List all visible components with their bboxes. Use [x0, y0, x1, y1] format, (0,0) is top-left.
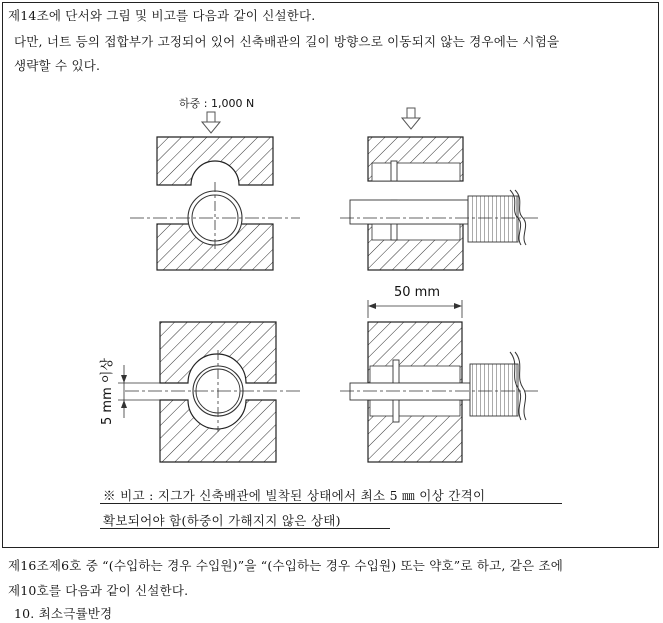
load-label: 하중 : 1,000 N [179, 97, 255, 110]
text-after-3: 10. 최소극률반경 [14, 606, 113, 621]
note-underline-1 [100, 503, 562, 504]
note-underline-2 [100, 528, 390, 529]
text-after-1: 제16조제6호 중 “(수입하는 경우 수입원)”을 “(수입하는 경우 수입원) 또는 약호”로 하고, 같은 조에 [8, 558, 564, 573]
note-line-1: ※ 비고 : 지그가 신축배관에 빌착된 상태에서 최소 5 ㎜ 이상 간격이 [103, 488, 486, 503]
note-line-2: 확보되어야 함(하중이 가해지지 않은 상태) [103, 513, 341, 528]
text-after-2: 제10호를 다음과 같이 신설한다. [8, 583, 189, 598]
text-line-3: 생략할 수 있다. [14, 58, 101, 73]
load-arrow-icon [202, 112, 220, 133]
top-left-jig [130, 96, 300, 270]
dimension-50mm [368, 285, 462, 318]
bottom-left-jig [99, 322, 300, 462]
dimension-50-label: 50 mm [394, 285, 441, 300]
bottom-right-jig [340, 322, 540, 462]
text-line-1: 제14조에 단서와 그림 및 비고를 다음과 같이 신설한다. [8, 8, 316, 23]
load-arrow-icon-2 [402, 108, 420, 129]
dimension-5mm-label: 5 mm 이상 [100, 358, 115, 425]
text-line-2: 다만, 너트 등의 접합부가 고정되어 있어 신축배관의 길이 방향으로 이동되지 않는 경우에는 시험을 [14, 34, 560, 49]
top-right-jig [340, 108, 540, 270]
